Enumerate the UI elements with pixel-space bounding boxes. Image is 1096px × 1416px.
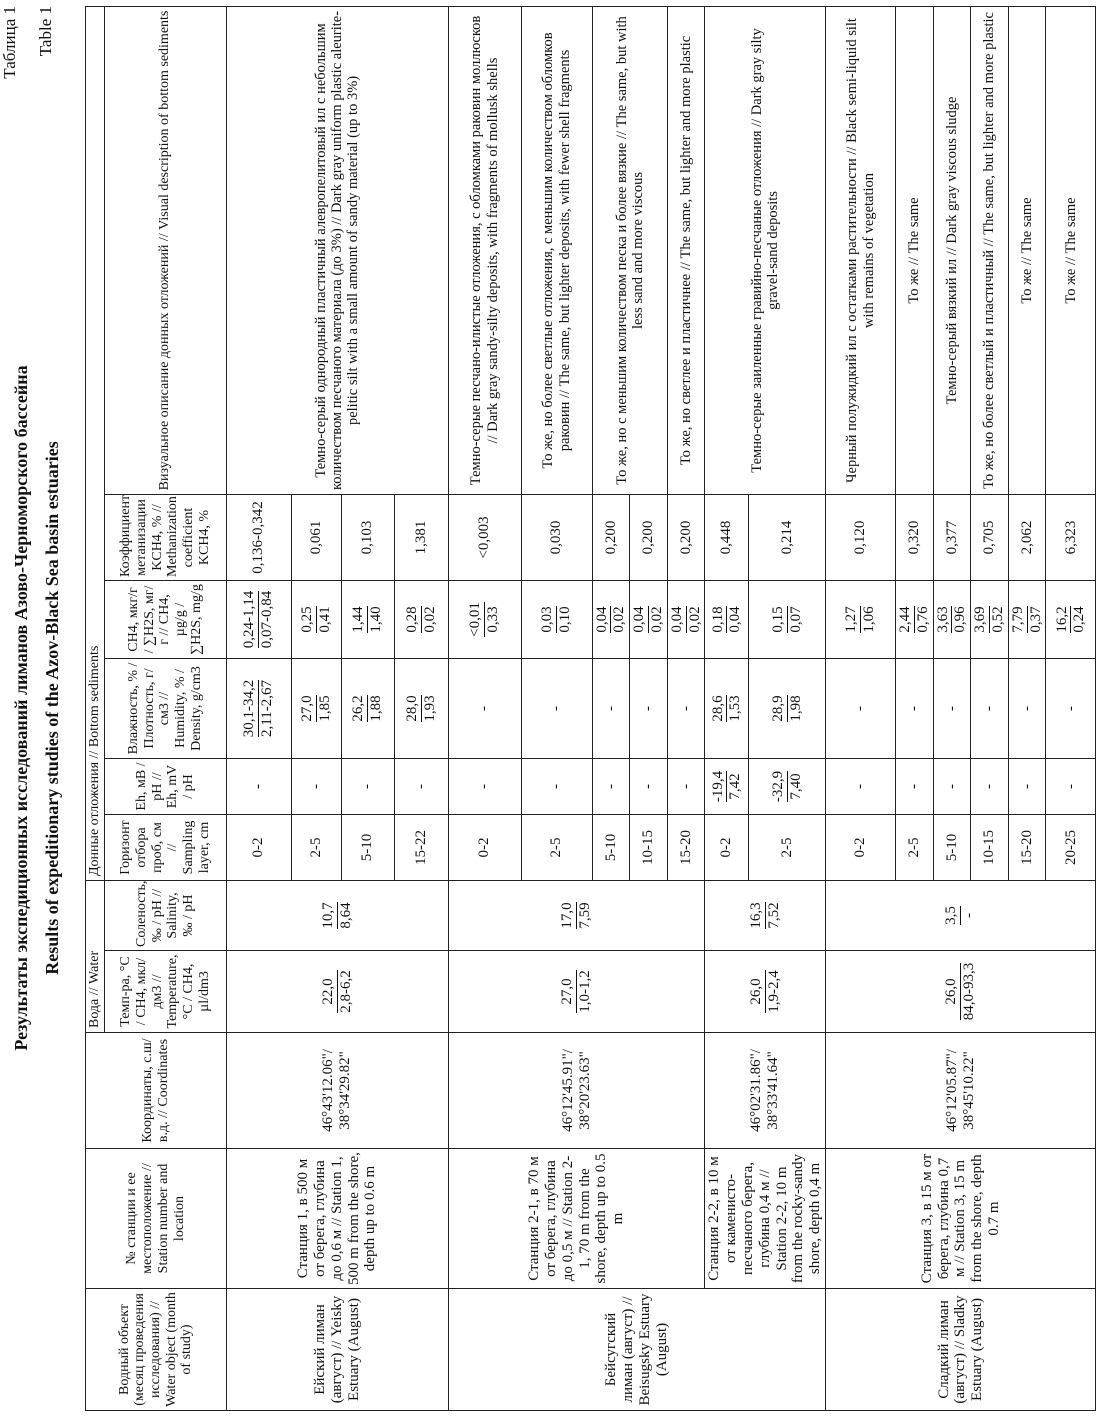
h2s-value: 0,02 bbox=[686, 606, 703, 633]
eh-cell: - bbox=[896, 759, 934, 815]
layer-cell: 5-10 bbox=[933, 815, 971, 881]
ch4-value: 0,04 bbox=[631, 606, 648, 633]
header-visual: Визуальное описание донных отложений // Visual description of bottom sediments bbox=[104, 6, 226, 494]
eh-value: -19,4 bbox=[709, 770, 726, 803]
kch4-cell: 2,062 bbox=[1008, 495, 1046, 581]
header-layer: Горизонт отбора проб, см // Sampling layer, cm bbox=[104, 815, 226, 881]
kch4-cell: 0,120 bbox=[826, 495, 896, 581]
layer-cell: 20-25 bbox=[1046, 815, 1096, 881]
layer-cell: 2-5 bbox=[291, 815, 341, 881]
humidity-cell bbox=[749, 659, 826, 759]
station-2-2-temp bbox=[705, 951, 826, 1033]
header-humidity: Влажность, % / Плотность, г/см3 // Humidity, % / Density, g/cm3 bbox=[104, 659, 226, 759]
eh-cell: - bbox=[226, 759, 291, 815]
humidity-cell bbox=[394, 659, 448, 759]
object-beisugsky: Бейсугский лиман (август) // Beisugsky Estuary (August) bbox=[448, 1289, 825, 1411]
visual-description: Черный полужидкий ил с остатками растительности // Black semi-liquid silt with remains of vegetation bbox=[826, 6, 896, 494]
station-2-1-ph-value: 7,59 bbox=[577, 902, 594, 929]
table-title-ru: Результаты экспедиционных исследований лиманов Азово-Черноморского бассейна bbox=[11, 365, 31, 1051]
h2s-value: 0,37 bbox=[1027, 606, 1044, 633]
header-coords: Координаты, с.ш/в.д. // Coordinates bbox=[86, 1033, 227, 1149]
h2s-value: 1,40 bbox=[368, 606, 385, 633]
station-1-location: Станция 1, в 500 м от берега, глубина до 0,6 м // Station 1, 500 m from the shore, depth up to 0.6 m bbox=[226, 1149, 448, 1289]
layer-cell: 2-5 bbox=[521, 815, 592, 881]
station-3-temp-value: 26,0 bbox=[943, 963, 961, 1021]
table-label-en: Table 1 bbox=[36, 6, 55, 57]
kch4-cell: 1,381 bbox=[394, 495, 448, 581]
station-3-salinity bbox=[826, 881, 1096, 951]
h2s-value: 0,41 bbox=[316, 606, 333, 633]
station-2-2-ph-value: 7,52 bbox=[765, 902, 782, 929]
layer-cell: 0-2 bbox=[448, 815, 521, 881]
layer-cell: 10-15 bbox=[630, 815, 668, 881]
layer-cell: 0-2 bbox=[826, 815, 896, 881]
ch4-value: 0,18 bbox=[709, 606, 726, 633]
humidity-cell: - bbox=[1046, 659, 1096, 759]
humidity-cell: - bbox=[896, 659, 934, 759]
humidity-cell: - bbox=[826, 659, 896, 759]
header-eh: Eh, мВ / pH // Eh, mV / pH bbox=[104, 759, 226, 815]
humidity-value: 30,1-34,2 bbox=[241, 679, 258, 738]
station-1-salinity bbox=[226, 881, 448, 951]
kch4-cell: 6,323 bbox=[1046, 495, 1096, 581]
ch4-value: 1,27 bbox=[843, 606, 860, 633]
station-1-salinity-value: 10,7 bbox=[319, 902, 336, 929]
kch4-cell: <0,003 bbox=[448, 495, 521, 581]
eh-cell: - bbox=[291, 759, 341, 815]
humidity-cell: - bbox=[1008, 659, 1046, 759]
kch4-cell: 0,705 bbox=[971, 495, 1009, 581]
humidity-cell bbox=[705, 659, 749, 759]
table-row bbox=[826, 6, 896, 1410]
ch4-value: 2,44 bbox=[897, 606, 914, 633]
layer-cell: 5-10 bbox=[341, 815, 394, 881]
kch4-cell: 0,061 bbox=[291, 495, 341, 581]
eh-cell: - bbox=[1046, 759, 1096, 815]
station-3-ch4-value: 84,0-93,3 bbox=[961, 962, 978, 1021]
ch4-cell bbox=[341, 581, 394, 659]
eh-cell: - bbox=[521, 759, 592, 815]
station-2-2-location: Станция 2-2, в 10 м от каменисто-песчаного берега, глубина 0,4 м // Station 2-2, 10 m from the rocky-sandy shore, depth 0,4 m bbox=[705, 1149, 826, 1289]
eh-cell bbox=[705, 759, 749, 815]
eh-cell: - bbox=[971, 759, 1009, 815]
density-value: 1,98 bbox=[787, 695, 804, 722]
station-2-2-salinity-value: 16,3 bbox=[747, 902, 764, 929]
ch4-cell bbox=[896, 581, 934, 659]
humidity-cell: - bbox=[448, 659, 521, 759]
ch4-cell bbox=[826, 581, 896, 659]
h2s-value: 1,06 bbox=[861, 606, 878, 633]
ch4-cell bbox=[630, 581, 668, 659]
humidity-cell bbox=[291, 659, 341, 759]
kch4-cell: 0,200 bbox=[667, 495, 705, 581]
station-2-1-ch4-value: 1,0-1,2 bbox=[577, 970, 594, 1013]
station-3-ph-value: - bbox=[961, 913, 978, 918]
visual-description: Темно-серые заиленные гравийно-песчаные отложения // Dark gray silty gravel-sand deposits bbox=[705, 6, 826, 494]
eh-cell bbox=[749, 759, 826, 815]
station-2-2-ch4-value: 1,9-2,4 bbox=[765, 970, 782, 1013]
ch4-cell bbox=[1046, 581, 1096, 659]
eh-cell: - bbox=[667, 759, 705, 815]
eh-cell: - bbox=[394, 759, 448, 815]
humidity-cell: - bbox=[521, 659, 592, 759]
station-2-1-location: Станция 2-1, в 70 м от берега, глубина до 0,5 м // Station 2-1, 70 m from the shore, depth up to 0.5 m bbox=[448, 1149, 705, 1289]
kch4-cell: 0,200 bbox=[592, 495, 630, 581]
h2s-value: 0,52 bbox=[990, 606, 1007, 633]
object-yeisky: Ейский лиман (август) // Yeisky Estuary (August) bbox=[226, 1289, 448, 1411]
ch4-value: 3,63 bbox=[934, 606, 951, 633]
header-sediments-group: Донные отложения // Bottom sediments bbox=[86, 6, 105, 880]
ch4-value: 7,79 bbox=[1009, 606, 1026, 633]
humidity-cell: - bbox=[667, 659, 705, 759]
station-1-ph-value: 8,64 bbox=[337, 902, 354, 929]
ch4-cell bbox=[705, 581, 749, 659]
ch4-cell bbox=[1008, 581, 1046, 659]
humidity-cell: - bbox=[630, 659, 668, 759]
ch4-cell bbox=[933, 581, 971, 659]
visual-description: То же // The same bbox=[896, 6, 934, 494]
header-object: Водный объект (месяц проведения исследования) // Water object (month of study) bbox=[86, 1289, 227, 1411]
ch4-cell bbox=[592, 581, 630, 659]
kch4-cell: 0,214 bbox=[749, 495, 826, 581]
layer-cell: 15-22 bbox=[394, 815, 448, 881]
layer-cell: 15-20 bbox=[1008, 815, 1046, 881]
table-row bbox=[705, 6, 749, 1410]
humidity-cell: - bbox=[971, 659, 1009, 759]
ch4-value: 0,03 bbox=[539, 606, 556, 633]
layer-cell: 0-2 bbox=[226, 815, 291, 881]
humidity-value: 28,9 bbox=[769, 695, 786, 722]
eh-cell: - bbox=[933, 759, 971, 815]
humidity-cell bbox=[341, 659, 394, 759]
station-3-salinity-value: 3,5 bbox=[943, 906, 960, 925]
ch4-value: 0,24-1,14 bbox=[241, 590, 258, 649]
results-table bbox=[85, 6, 1096, 1411]
humidity-cell bbox=[226, 659, 291, 759]
visual-description: Темно-серый однородный пластичный алевропелитовый ил с небольшим количеством песчаного материала (до 3%) // Dark gray uniform plastic aleurite-pelitic silt with a small amount of sandy material (up to 3%) bbox=[226, 6, 448, 494]
visual-description: То же, но более светлые отложения, с меньшим количеством обломков раковин // The same, but lighter deposits, with fewer shell fragments bbox=[521, 6, 592, 494]
station-1-temp-value: 22,0 bbox=[320, 970, 338, 1013]
density-value: 1,53 bbox=[727, 695, 744, 722]
station-2-1-temp bbox=[448, 951, 705, 1033]
h2s-value: 0,02 bbox=[649, 606, 666, 633]
ch4-cell bbox=[521, 581, 592, 659]
h2s-value: 0,02 bbox=[421, 606, 438, 633]
layer-cell: 2-5 bbox=[749, 815, 826, 881]
visual-description: То же, но с меньшим количеством песка и более вязкие // The same, but with less sand and more viscous bbox=[592, 6, 667, 494]
humidity-cell: - bbox=[933, 659, 971, 759]
ch4-value: 16,2 bbox=[1053, 606, 1070, 633]
density-value: 1,93 bbox=[421, 695, 438, 722]
table-row bbox=[226, 6, 291, 1410]
humidity-value: 27,0 bbox=[298, 695, 315, 722]
station-2-1-temp-value: 27,0 bbox=[559, 970, 577, 1013]
header-kch4: Коэффициент метанизации KCH4, % // Methanization coefficient KCH4, % bbox=[104, 495, 226, 581]
station-2-1-coords: 46°12'45.91"/ 38°20'23.63" bbox=[448, 1033, 705, 1149]
eh-value: -32,9 bbox=[769, 770, 786, 803]
h2s-value: 0,96 bbox=[952, 606, 969, 633]
density-value: 2,11-2,67 bbox=[259, 680, 276, 737]
kch4-cell: 0,030 bbox=[521, 495, 592, 581]
eh-cell: - bbox=[592, 759, 630, 815]
h2s-value: 0,33 bbox=[485, 606, 502, 633]
visual-description: Темно-серый вязкий ил // Dark gray viscous sludge bbox=[933, 6, 971, 494]
ch4-cell bbox=[291, 581, 341, 659]
ph-value: 7,40 bbox=[787, 773, 804, 800]
layer-cell: 15-20 bbox=[667, 815, 705, 881]
ch4-value: <0,01 bbox=[467, 602, 484, 637]
header-salinity: Соленость, ‰ / pH // Salinity, ‰ / pH bbox=[104, 881, 226, 951]
ch4-value: 3,69 bbox=[972, 606, 989, 633]
header-water-group: Вода // Water bbox=[86, 881, 105, 1033]
station-1-coords: 46°43'12.06"/ 38°34'29.82" bbox=[226, 1033, 448, 1149]
eh-cell: - bbox=[826, 759, 896, 815]
visual-description: То же // The same bbox=[1008, 6, 1046, 494]
h2s-value: 0,02 bbox=[611, 606, 628, 633]
ch4-value: 0,15 bbox=[769, 606, 786, 633]
kch4-cell: 0,200 bbox=[630, 495, 668, 581]
header-temp: Темп-ра, °C / CH4, мкл/дм3 // Temperature, °C / CH4, µl/dm3 bbox=[104, 951, 226, 1033]
ch4-cell bbox=[226, 581, 291, 659]
station-2-1-salinity-value: 17,0 bbox=[559, 902, 576, 929]
humidity-value: 28,0 bbox=[403, 695, 420, 722]
ch4-value: 0,25 bbox=[298, 606, 315, 633]
h2s-value: 0,07 bbox=[787, 606, 804, 633]
table-title-en: Results of expeditionary studies of the Azov-Black Sea basin estuaries bbox=[42, 441, 62, 975]
kch4-cell: 0,136-0,342 bbox=[226, 495, 291, 581]
ch4-value: 0,04 bbox=[668, 606, 685, 633]
humidity-cell: - bbox=[592, 659, 630, 759]
layer-cell: 2-5 bbox=[896, 815, 934, 881]
h2s-value: 0,24 bbox=[1071, 606, 1088, 633]
station-3-temp bbox=[826, 951, 1096, 1033]
h2s-value: 0,07-0,84 bbox=[259, 590, 276, 649]
eh-cell: - bbox=[448, 759, 521, 815]
header-station: № станции и ее местоположение // Station number and location bbox=[86, 1149, 227, 1289]
visual-description: Темно-серые песчано-илистые отложения, с обломками раковин моллюсков // Dark gray sandy-silty deposits, with fragments of mollusk shells bbox=[448, 6, 521, 494]
kch4-cell: 0,448 bbox=[705, 495, 749, 581]
ch4-cell bbox=[394, 581, 448, 659]
humidity-value: 28,6 bbox=[709, 695, 726, 722]
visual-description: То же, но более светлый и пластичный // The same, but lighter and more plastic bbox=[971, 6, 1009, 494]
ch4-cell bbox=[667, 581, 705, 659]
ch4-value: 0,04 bbox=[593, 606, 610, 633]
layer-cell: 5-10 bbox=[592, 815, 630, 881]
ch4-cell bbox=[971, 581, 1009, 659]
table-label-ru: Таблица 1 bbox=[0, 6, 19, 79]
ph-value: 7,42 bbox=[727, 773, 744, 800]
ch4-value: 0,28 bbox=[403, 606, 420, 633]
visual-description: То же, но светлее и пластичнее // The same, but lighter and more plastic bbox=[667, 6, 705, 494]
density-value: 1,88 bbox=[368, 695, 385, 722]
header-ch4: CH4, мкг/г / ∑H2S, мг/г // CH4, µg/g / ∑H2S, mg/g bbox=[104, 581, 226, 659]
layer-cell: 10-15 bbox=[971, 815, 1009, 881]
humidity-value: 26,2 bbox=[350, 695, 367, 722]
station-3-coords: 46°12'05.87"/ 38°45'10.22" bbox=[826, 1033, 1096, 1149]
ch4-cell bbox=[448, 581, 521, 659]
kch4-cell: 0,103 bbox=[341, 495, 394, 581]
station-2-2-temp-value: 26,0 bbox=[748, 970, 766, 1013]
h2s-value: 0,76 bbox=[914, 606, 931, 633]
object-sladky: Сладкий лиман (август) // Sladky Estuary (August) bbox=[826, 1289, 1096, 1411]
station-2-1-salinity bbox=[448, 881, 705, 951]
station-1-ch4-value: 2,8-6,2 bbox=[337, 970, 354, 1013]
h2s-value: 0,04 bbox=[727, 606, 744, 633]
h2s-value: 0,10 bbox=[557, 606, 574, 633]
table-row bbox=[448, 6, 521, 1410]
station-2-2-coords: 46°02'31.86"/ 38°33'41.64" bbox=[705, 1033, 826, 1149]
eh-cell: - bbox=[1008, 759, 1046, 815]
layer-cell: 0-2 bbox=[705, 815, 749, 881]
eh-cell: - bbox=[630, 759, 668, 815]
ch4-cell bbox=[749, 581, 826, 659]
density-value: 1,85 bbox=[316, 695, 333, 722]
station-2-2-salinity bbox=[705, 881, 826, 951]
eh-cell: - bbox=[341, 759, 394, 815]
kch4-cell: 0,377 bbox=[933, 495, 971, 581]
ch4-value: 1,44 bbox=[350, 606, 367, 633]
station-1-temp bbox=[226, 951, 448, 1033]
visual-description: То же // The same bbox=[1046, 6, 1096, 494]
kch4-cell: 0,320 bbox=[896, 495, 934, 581]
station-3-location: Станция 3, в 15 м от берега, глубина 0,7 м // Station 3, 15 m from the shore, depth 0.7 m bbox=[826, 1149, 1096, 1289]
